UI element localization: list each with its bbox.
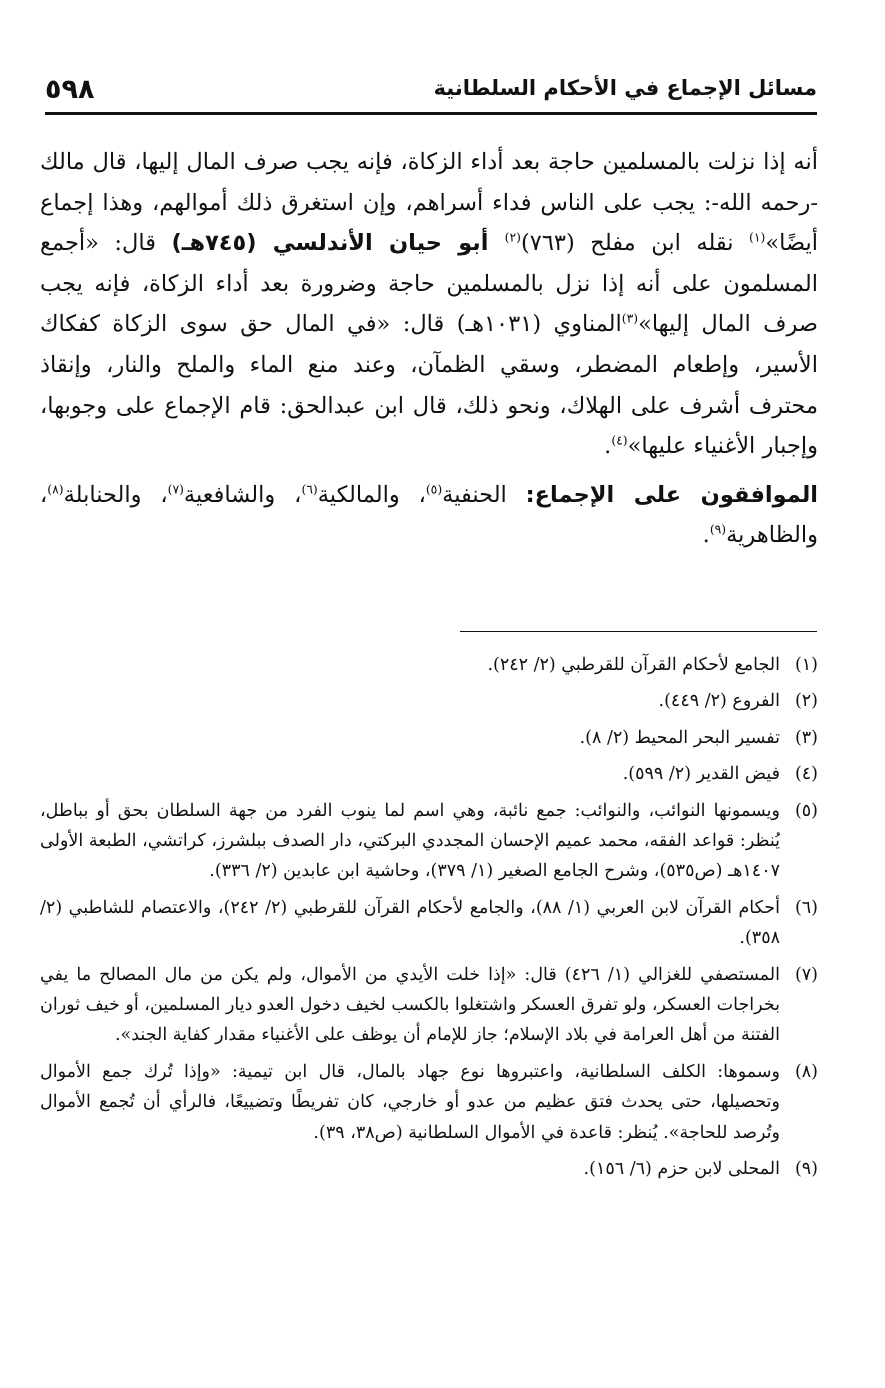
footnote bbox=[40, 1057, 818, 1148]
footnote-text: أحكام القرآن لابن العربي (١/ ٨٨)، والجامع لأحكام القرآن للقرطبي (٢/ ٢٤٢)، والاعتصام للشاطبي (٢/ ٣٥٨). bbox=[40, 897, 780, 949]
footnote bbox=[40, 650, 818, 680]
text-segment: الحنفية bbox=[442, 481, 526, 508]
footnote-ref: (٩) bbox=[709, 522, 727, 537]
footnote bbox=[40, 893, 818, 954]
footnote-text: تفسير البحر المحيط (٢/ ٨). bbox=[579, 727, 780, 748]
footnote-text: فيض القدير (٢/ ٥٩٩). bbox=[622, 764, 780, 785]
footnote-text: ويسمونها النوائب، والنوائب: جمع نائبة، وهي اسم لما ينوب الفرد من جهة السلطان بحق أو بباطل، يُنظر: قواعد الفقه، محمد عميم الإحسان المجددي البركتي، دار الصدف ببلشرز، كراتشي، الطبعة الأولى ١٤٠٧هـ (ص٥٣٥)، وشرح الجامع الصغير (١/ ٣٧٩)، وحاشية ابن عابدين (٢/ ٣٣٦). bbox=[40, 800, 780, 882]
footnote bbox=[40, 796, 818, 887]
footnote bbox=[40, 1154, 818, 1184]
page-number: ٥٩٨ bbox=[45, 74, 95, 105]
text-segment: ، والشافعية bbox=[183, 481, 302, 508]
text-segment: ، والمالكية bbox=[317, 481, 426, 508]
paragraph-agreeing-schools bbox=[40, 475, 818, 556]
footnote-number: (٥) bbox=[794, 800, 818, 821]
footnote-text: المستصفي للغزالي (١/ ٤٢٦) قال: «إذا خلت الأيدي من الأموال، ولم يكن من مال المصالح ما يفي بخراجات العسكر، ولو تفرق العسكر واشتغلوا بالكسب لخيف دخول العدو ديار المسلمين، أو خيف ثوران الفتنة من أهل العرامة في بلاد الإسلام؛ جاز للإمام أن يوظف على الأغنياء مقدار كفاية الجند». bbox=[40, 964, 780, 1046]
footnote-number: (٩) bbox=[794, 1159, 818, 1180]
footnote-ref: (٢) bbox=[504, 230, 521, 245]
footnote-number: (٤) bbox=[794, 764, 818, 785]
footnote bbox=[40, 723, 818, 753]
footnote-text: الفروع (٢/ ٤٤٩). bbox=[658, 691, 780, 712]
footnote-ref: (٥) bbox=[425, 482, 443, 497]
footnote-number: (٢) bbox=[794, 691, 818, 712]
text-segment: نقله ابن مفلح (٧٦٣) bbox=[520, 230, 750, 257]
footnote-number: (١) bbox=[794, 655, 818, 675]
footnote bbox=[40, 960, 818, 1051]
agreeing-label: الموافقون على الإجماع: bbox=[525, 481, 818, 508]
footnote-number: (٧) bbox=[794, 964, 818, 985]
page-header bbox=[45, 68, 817, 115]
footnote-text: وسموها: الكلف السلطانية، واعتبروها نوع جهاد بالمال، قال ابن تيمية: «وإذا تُرك جمع الأموال وتحصيلها، حتى يحدث فتق عظيم من عدو أو خارجي، كان تفريطًا وتضييعًا، فالرأي أن تُجمع الأموال وتُرصد للحاجة». يُنظر: قاعدة في الأموال السلطانية (ص٣٨، ٣٩). bbox=[40, 1061, 780, 1143]
footnote-ref: (٧) bbox=[167, 482, 184, 497]
footnote-ref: (٨) bbox=[47, 482, 64, 497]
footnote-text: الجامع لأحكام القرآن للقرطبي (٢/ ٢٤٢). bbox=[487, 655, 780, 675]
text-segment: قال: «أجمع المسلمون على أنه إذا نزل بالمسلمين حاجة وضرورة بعد أداء الزكاة، فإنه يجب صرف المال إليها» bbox=[40, 230, 818, 338]
text-segment: ، والظاهرية bbox=[40, 481, 818, 549]
footnote-ref: (٣) bbox=[621, 311, 639, 326]
text-segment: . bbox=[702, 522, 710, 549]
running-title: مسائل الإجماع في الأحكام السلطانية bbox=[433, 76, 817, 100]
footnote-number: (٦) bbox=[794, 897, 818, 918]
text-segment: أنه إذا نزلت بالمسلمين حاجة بعد أداء الزكاة، فإنه يجب صرف المال إليها، قال مالك -رحمه الله-: يجب على الناس فداء أسراهم، وإن استغرق ذلك أموالهم، وهذا إجماع أيضًا» bbox=[40, 149, 818, 257]
footnote bbox=[40, 759, 818, 789]
footnote-ref: (٤) bbox=[611, 433, 628, 448]
footnote-ref: (١) bbox=[749, 230, 766, 245]
scholar-name: أبو حيان الأندلسي (٧٤٥هـ) bbox=[171, 230, 505, 257]
main-text bbox=[40, 142, 818, 556]
footnote-ref: (٦) bbox=[301, 482, 318, 497]
footnote-separator bbox=[460, 631, 817, 632]
footnote bbox=[40, 686, 818, 716]
text-segment: ، والحنابلة bbox=[63, 481, 168, 508]
footnote-text: المحلى لابن حزم (٦/ ١٥٦). bbox=[583, 1159, 780, 1180]
paragraph-consensus-evidence bbox=[40, 142, 818, 467]
footnotes-list bbox=[40, 650, 818, 1191]
footnote-number: (٨) bbox=[794, 1061, 818, 1082]
text-segment: المناوي (١٠٣١هـ) قال: «في المال حق سوى الزكاة كفكاك الأسير، وإطعام المضطر، وسقي الظمآن، وعند منع الماء والملح والنار، وإنقاذ محترف أشرف على الهلاك، ونحو ذلك، قال ابن عبدالحق: قام الإجماع على وجوبها، وإجبار الأغنياء عليها» bbox=[40, 311, 818, 460]
text-segment: . bbox=[604, 433, 612, 460]
footnote-number: (٣) bbox=[794, 727, 818, 748]
